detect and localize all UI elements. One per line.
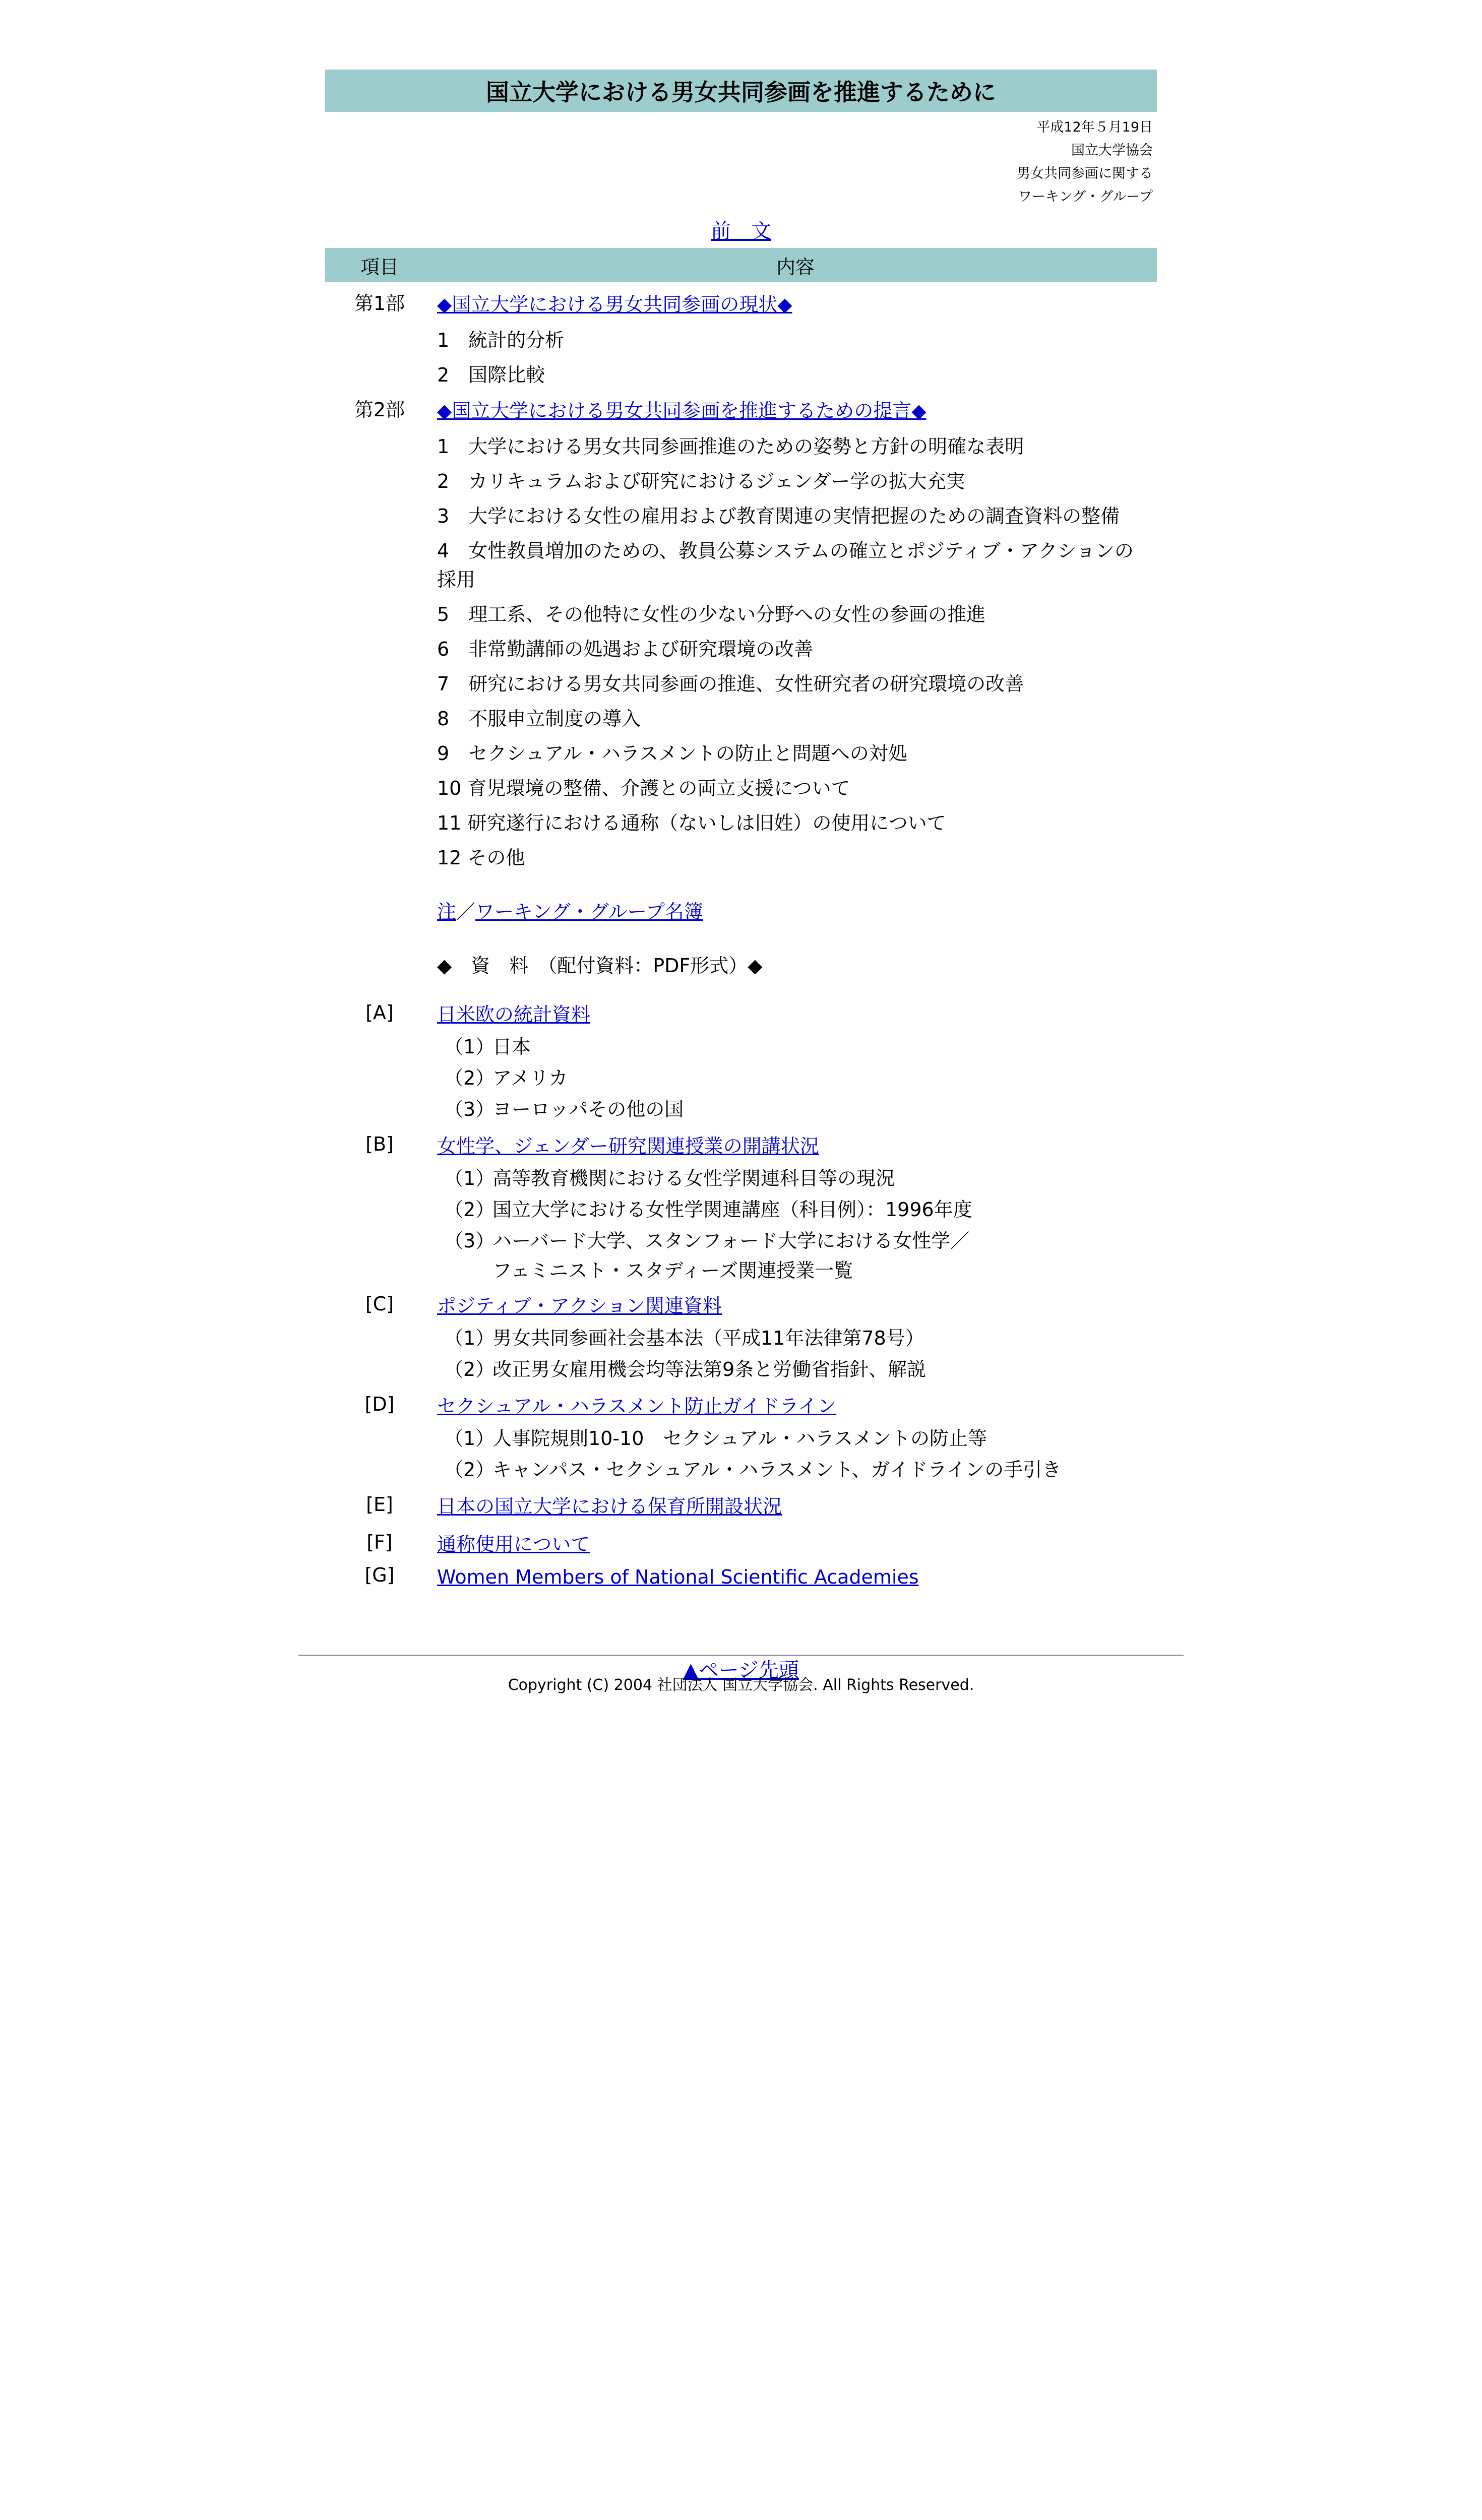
resource-group-a xyxy=(325,998,1157,1125)
part2-content xyxy=(434,396,1157,983)
table-header xyxy=(325,248,1157,282)
proposal-item: 4 女性教員増加のための、教員公募システムの確立とポジティブ・アクションの採用 xyxy=(437,540,1134,591)
proposal-item: 10 育児環境の整備、介護との両立支援について xyxy=(437,777,850,799)
resource-link-a[interactable]: 日米欧の統計資料 xyxy=(437,1003,591,1026)
resource-group-f xyxy=(325,1528,1157,1561)
resource-group-c xyxy=(325,1290,1157,1385)
proposal-item: 7 研究における男女共同参画の推進、女性研究者の研究環境の改善 xyxy=(437,673,1024,695)
resource-link-b[interactable]: 女性学、ジェンダー研究関連授業の開講状況 xyxy=(437,1135,819,1157)
resource-label: [B] xyxy=(365,1133,394,1155)
footer-divider xyxy=(298,1655,1184,1656)
proposal-item: 9 セクシュアル・ハラスメントの防止と問題への対処 xyxy=(437,742,907,765)
proposal-item: 2 カリキュラムおよび研究におけるジェンダー学の拡大充実 xyxy=(437,470,965,492)
resource-label: [C] xyxy=(365,1293,394,1315)
resource-group-e xyxy=(325,1490,1157,1523)
document-meta xyxy=(325,116,1157,209)
preface xyxy=(325,217,1157,246)
part2-link[interactable]: ◆国立大学における男女共同参画を推進するための提言◆ xyxy=(437,400,927,422)
part1-label: 第1部 xyxy=(354,292,405,314)
part1-content xyxy=(434,289,1157,393)
notes-link[interactable]: 注 xyxy=(437,901,457,923)
resource-link-f[interactable]: 通称使用について xyxy=(437,1533,590,1555)
resource-subitem: （2）国立大学における女性学関連講座（科目例）：1996年度 xyxy=(444,1199,972,1221)
notes-line xyxy=(437,895,1147,929)
meta-committee: 男女共同参画に関する xyxy=(1017,166,1153,181)
resource-link-c[interactable]: ポジティブ・アクション関連資料 xyxy=(437,1295,722,1317)
resource-label: [D] xyxy=(364,1393,395,1415)
part1-row xyxy=(325,289,1157,393)
resource-subitem: （1）男女共同参画社会基本法（平成11年法律第78号） xyxy=(444,1327,924,1349)
part1-item: 2 国際比較 xyxy=(437,364,545,386)
meta-org: 国立大学協会 xyxy=(1071,143,1153,158)
resource-subitem: （2）アメリカ xyxy=(444,1067,568,1089)
resource-subitem: （1）高等教育機関における女性学関連科目等の現況 xyxy=(444,1167,895,1189)
copyright: Copyright (C) 2004 社団法人 国立大学協会. All Rights Reserved. xyxy=(508,1676,974,1694)
resource-group-g xyxy=(325,1561,1157,1594)
proposal-item: 1 大学における男女共同参画推進のための姿勢と方針の明確な表明 xyxy=(437,435,1024,458)
page-title-text: 国立大学における男女共同参画を推進するために xyxy=(486,79,996,106)
resource-label: [F] xyxy=(366,1531,393,1553)
resources-heading: ◆ 資 料 （配付資料：PDF形式）◆ xyxy=(437,955,763,977)
header-item: 項目 xyxy=(360,256,399,278)
resource-link-e[interactable]: 日本の国立大学における保育所開設状況 xyxy=(437,1495,782,1518)
meta-date: 平成12年５月19日 xyxy=(1036,119,1153,135)
page-title xyxy=(325,70,1157,112)
proposal-item: 3 大学における女性の雇用および教育関連の実情把握のための調査資料の整備 xyxy=(437,505,1120,527)
resource-label: [G] xyxy=(364,1564,395,1586)
resource-link-d[interactable]: セクシュアル・ハラスメント防止ガイドライン xyxy=(437,1395,837,1417)
resource-label: [A] xyxy=(365,1001,394,1024)
proposal-item: 6 非常勤講師の処遇および研究環境の改善 xyxy=(437,638,814,660)
resource-subitem: （2）改正男女雇用機会均等法第9条と労働省指針、解説 xyxy=(444,1358,927,1380)
proposal-item: 12 その他 xyxy=(437,847,525,869)
proposal-item: 11 研究遂行における通称（ないしは旧姓）の使用について xyxy=(437,812,946,834)
proposal-item: 8 不服申立制度の導入 xyxy=(437,708,641,730)
resource-subitem: （1）人事院規則10-10 セクシュアル・ハラスメントの防止等 xyxy=(444,1427,987,1450)
meta-group: ワーキング・グループ xyxy=(1018,189,1153,205)
part2-label: 第2部 xyxy=(354,399,405,421)
header-content: 内容 xyxy=(776,256,815,278)
resource-group-b xyxy=(325,1130,1157,1285)
resource-subitem: （3）ハーバード大学、スタンフォード大学における女性学／ xyxy=(444,1230,970,1252)
proposal-item: 5 理工系、その他特に女性の少ない分野への女性の参画の推進 xyxy=(437,603,986,625)
main-content xyxy=(325,70,1157,1683)
part1-link[interactable]: ◆国立大学における男女共同参画の現状◆ xyxy=(437,293,792,316)
page-top-link[interactable]: ▲ページ先頭 xyxy=(683,1659,799,1682)
part1-item: 1 統計的分析 xyxy=(437,329,565,351)
preface-link[interactable]: 前 文 xyxy=(711,220,771,243)
wg-roster-link[interactable]: ワーキング・グループ名簿 xyxy=(475,901,703,923)
resource-link-g[interactable]: Women Members of National Scientific Academies xyxy=(437,1566,919,1588)
resource-group-d xyxy=(325,1390,1157,1485)
part2-row xyxy=(325,396,1157,983)
resource-subitem: （3）ヨーロッパその他の国 xyxy=(444,1098,684,1120)
notes-separator: ／ xyxy=(456,901,476,923)
resource-subitem: （1）日本 xyxy=(444,1036,531,1058)
resource-subitem: （2）キャンパス・セクシュアル・ハラスメント、ガイドラインの手引き xyxy=(444,1459,1062,1481)
resource-label: [E] xyxy=(366,1493,393,1516)
resource-subitem-continuation: フェミニスト・スタディーズ関連授業一覧 xyxy=(492,1259,853,1282)
